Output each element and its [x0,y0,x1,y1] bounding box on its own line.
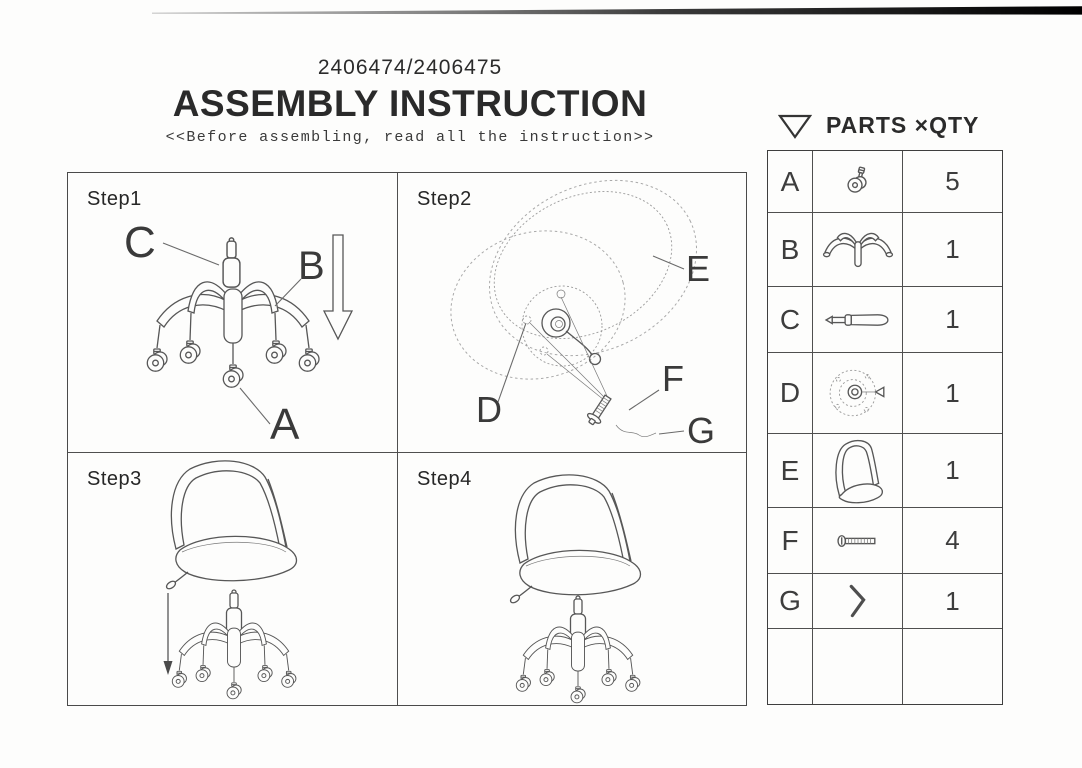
part-letter: E [768,434,813,507]
gas-lift-cylinder-icon [824,311,892,329]
base-drawing [147,282,319,387]
parts-row-f [768,508,1002,574]
parts-row-empty [768,629,1002,704]
step1-panel [68,173,398,453]
part-qty: 1 [945,455,960,485]
seat-shell-icon [829,438,887,504]
parts-row-g [768,574,1002,629]
step1-diagram [68,173,398,451]
step2-label: Step2 [417,188,472,210]
parts-row-c [768,287,1002,353]
callout-letter-b: B [298,244,325,288]
callout-letter-d: D [476,389,502,430]
part-letter: B [768,213,813,286]
screw-icon [837,534,879,548]
part-qty: 4 [945,525,960,555]
step2-panel [398,173,746,453]
triangle-down-icon [778,113,812,139]
down-arrow-icon [324,235,352,339]
step4-panel [398,453,746,705]
seat-drawing [509,475,640,604]
caster-wheel-icon [847,166,869,198]
parts-qty-heading: PARTS ×QTY [826,112,980,138]
pre-assembly-note: <<Before assembling, read all the instruction>> [165,129,655,146]
callout-letter-e: E [686,248,711,289]
base-drawing [172,623,296,699]
seat-drawing [165,461,296,590]
header [72,56,748,146]
callout-letter-f: F [662,358,684,399]
part-qty: 1 [945,304,960,334]
parts-row-e [768,434,1002,508]
swivel-mechanism-plate-icon [826,366,890,420]
down-arrow-icon [164,661,173,675]
steps-grid [67,172,747,706]
step2-diagram [398,173,744,451]
part-letter: F [768,508,813,573]
gas-lift-drawing [227,590,242,634]
part-qty: 5 [945,166,960,196]
part-qty: 1 [945,377,960,408]
base-drawing [516,627,640,703]
step3-panel [68,453,398,705]
allen-key-drawing [616,425,656,437]
gas-lift-drawing [223,238,240,287]
part-letter: D [768,353,813,433]
parts-table [767,150,1003,705]
page-title: ASSEMBLY INSTRUCTION [172,83,648,124]
part-qty: 1 [945,585,960,616]
step3-label: Step3 [87,468,142,490]
part-letter: A [768,151,813,212]
parts-list-header [778,112,979,139]
parts-row-b [768,213,1002,287]
scan-artifact-line [0,0,1082,18]
five-star-base-icon [821,229,895,271]
callout-letter-a: A [270,400,300,449]
screw-drawing [585,393,615,428]
step1-label: Step1 [87,188,142,210]
model-number: 2406474/2406475 [317,56,503,79]
allen-key-icon [849,584,867,618]
part-letter: G [768,574,813,628]
parts-row-d [768,353,1002,434]
part-letter: C [768,287,813,352]
step4-label: Step4 [417,468,472,490]
callout-letter-g: G [687,410,716,451]
parts-row-a [768,151,1002,213]
callout-letter-c: C [124,218,156,267]
part-qty: 1 [945,234,960,264]
